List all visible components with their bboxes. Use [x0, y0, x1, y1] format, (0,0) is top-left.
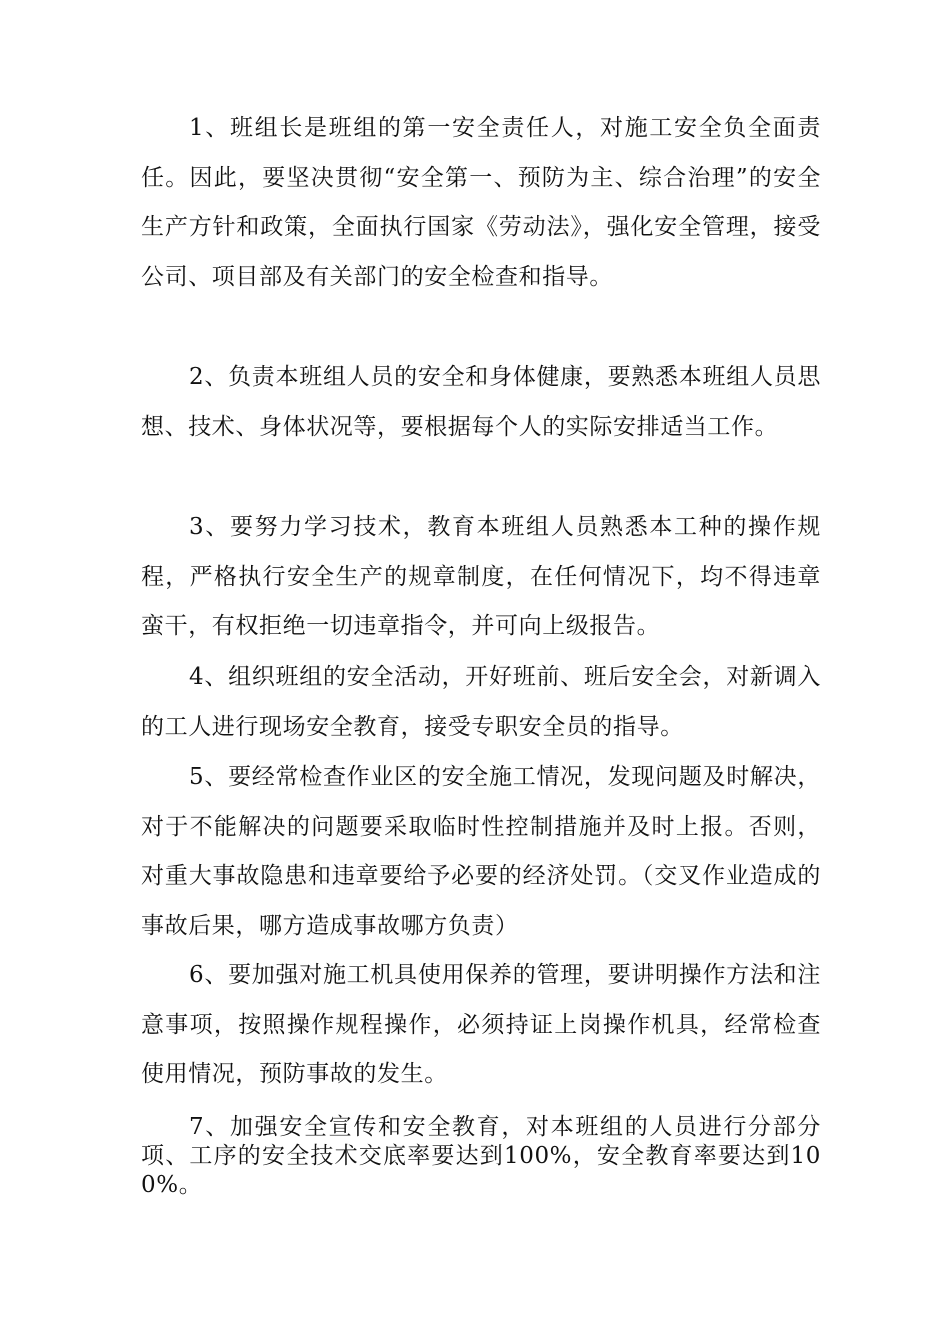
- paragraph-2: 2、负责本班组人员的安全和身体健康，要熟悉本班组人员思想、技术、身体状况等，要根据每个人的实际安排适当工作。: [141, 364, 821, 440]
- paragraph-5: 5、要经常检查作业区的安全施工情况，发现问题及时解决，对于不能解决的问题要采取临时性控制措施并及时上报。否则，对重大事故隐患和违章要给予必要的经济处罚。（交叉作业造成的事故后果，哪方造成事故哪方负责）: [141, 764, 821, 939]
- paragraph-6: 6、要加强对施工机具使用保养的管理，要讲明操作方法和注意事项，按照操作规程操作，必须持证上岗操作机具，经常检查使用情况，预防事故的发生。: [141, 962, 821, 1087]
- paragraph-7: 7、加强安全宣传和安全教育，对本班组的人员进行分部分项、工序的安全技术交底率要达到100%，安全教育率要达到100%。: [141, 1114, 821, 1198]
- paragraph-3: 3、要努力学习技术，教育本班组人员熟悉本工种的操作规程，严格执行安全生产的规章制度，在任何情况下，均不得违章蛮干，有权拒绝一切违章指令，并可向上级报告。: [141, 514, 821, 639]
- paragraph-1: 1、班组长是班组的第一安全责任人，对施工安全负全面责任。因此，要坚决贯彻“安全第一、预防为主、综合治理”的安全生产方针和政策，全面执行国家《劳动法》，强化安全管理，接受公司、项目部及有关部门的安全检查和指导。: [141, 115, 821, 290]
- paragraph-4: 4、组织班组的安全活动，开好班前、班后安全会，对新调入的工人进行现场安全教育，接受专职安全员的指导。: [141, 664, 821, 740]
